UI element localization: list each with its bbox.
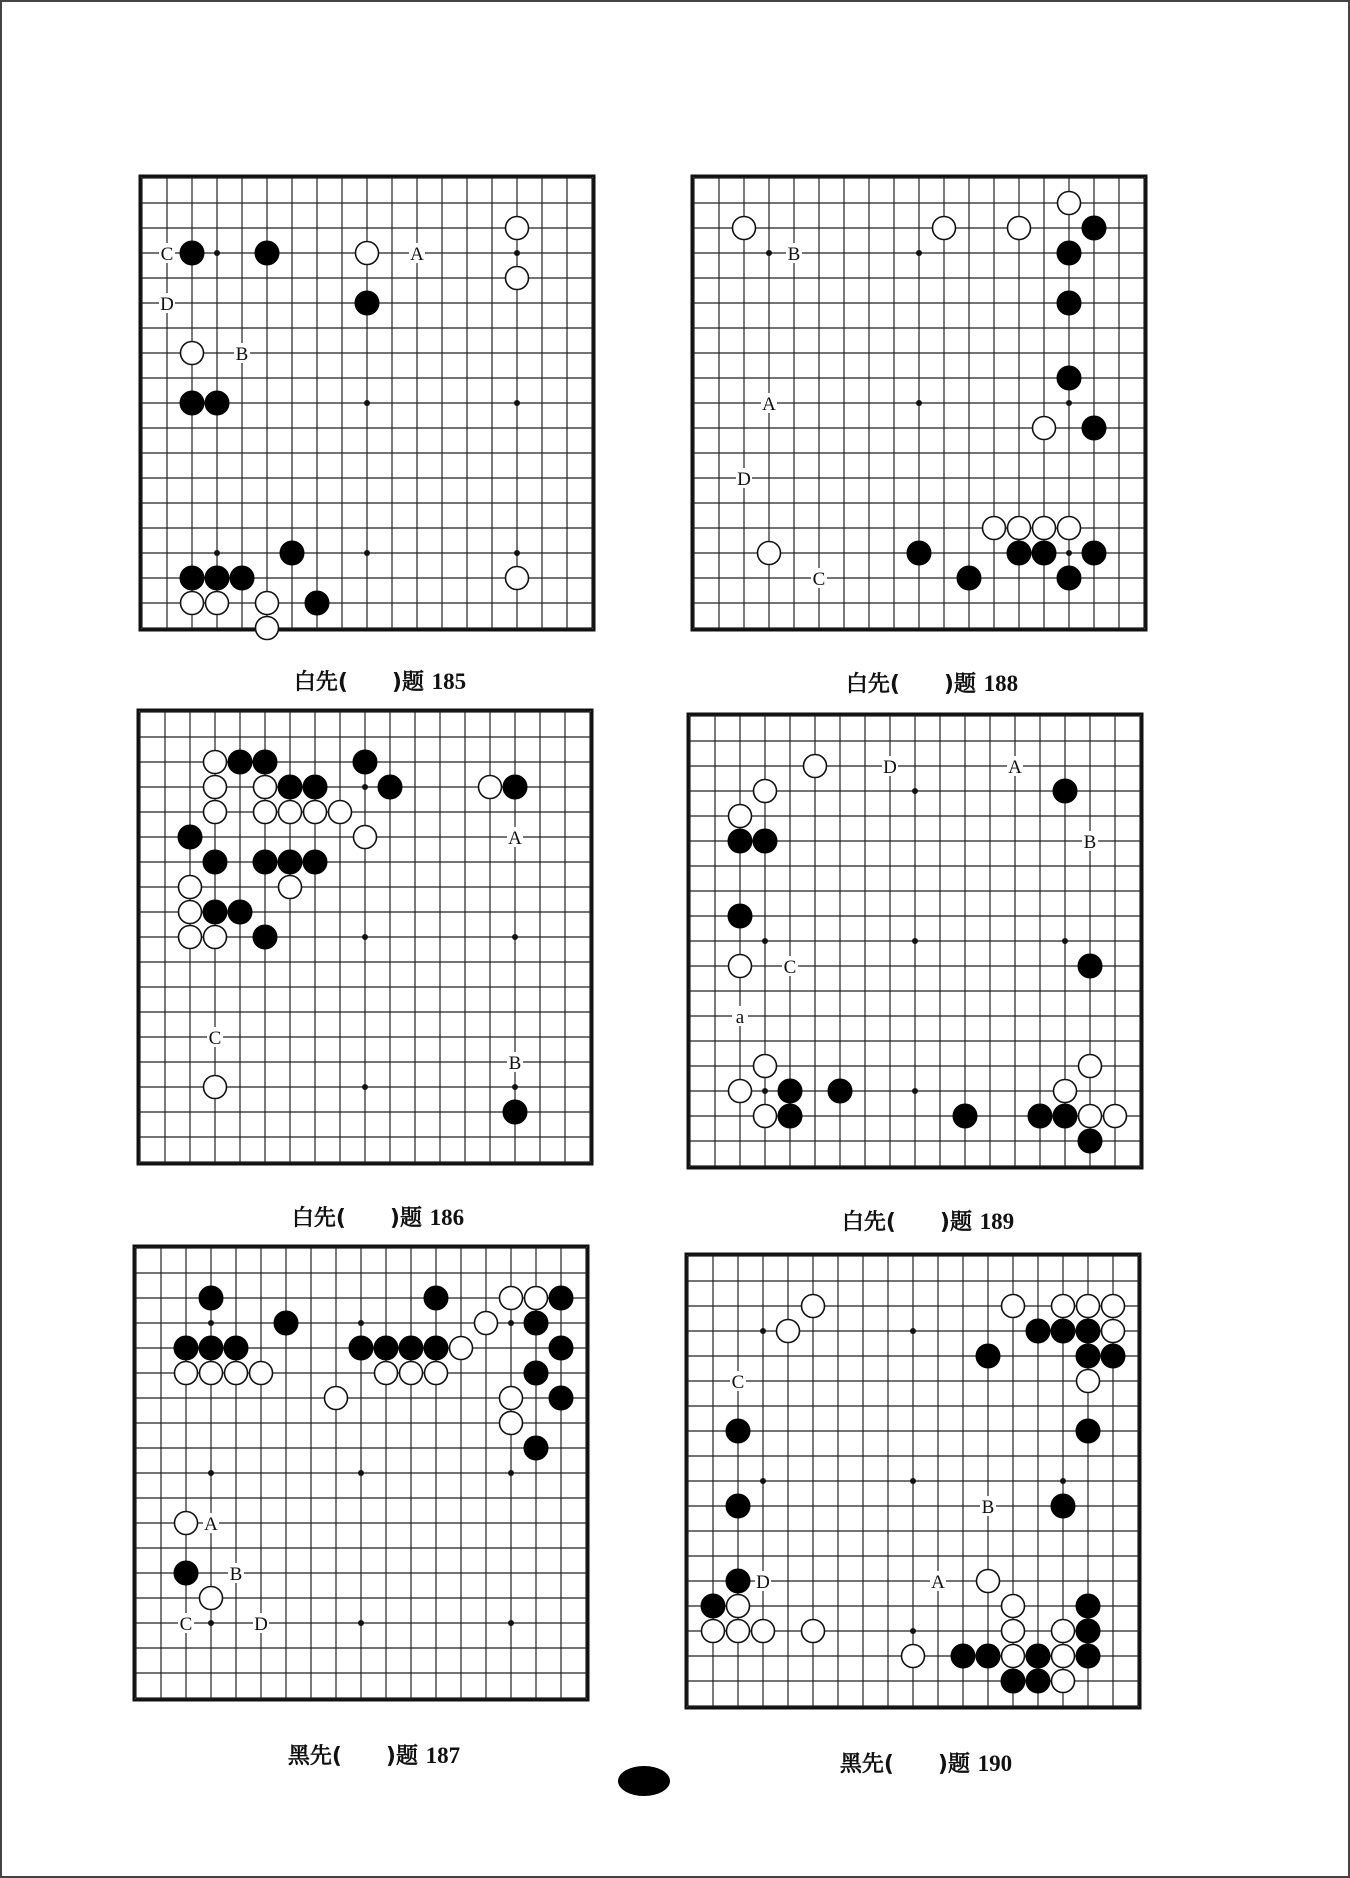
white-stone <box>450 1337 473 1360</box>
white-stone <box>279 801 302 824</box>
white-stone <box>1033 417 1056 440</box>
star-point <box>912 1088 918 1094</box>
go-board-186 <box>130 702 600 1172</box>
star-point <box>358 1620 364 1626</box>
white-stone <box>777 1320 800 1343</box>
star-point <box>208 1470 214 1476</box>
caption-prefix: 黑先( <box>287 1744 342 1769</box>
white-stone <box>204 751 227 774</box>
white-stone <box>758 542 781 565</box>
white-stone <box>204 776 227 799</box>
white-stone <box>375 1362 398 1385</box>
black-stone <box>180 566 204 590</box>
white-stone <box>804 755 827 778</box>
problem-number: 188 <box>983 671 1019 696</box>
black-stone <box>1057 241 1081 265</box>
black-stone <box>753 829 777 853</box>
white-stone <box>1002 1620 1025 1643</box>
black-stone <box>205 566 229 590</box>
star-point <box>208 1320 214 1326</box>
star-point <box>508 1620 514 1626</box>
point-label: B <box>235 344 249 365</box>
caption-blank <box>342 1744 386 1769</box>
white-stone <box>1008 217 1031 240</box>
point-label: D <box>756 1572 770 1593</box>
go-problem-189 <box>680 706 1150 1235</box>
caption-blank <box>896 1210 940 1235</box>
white-stone <box>179 926 202 949</box>
star-point <box>1066 550 1072 556</box>
black-stone <box>1057 566 1081 590</box>
black-stone <box>253 850 277 874</box>
black-stone <box>349 1336 373 1360</box>
page-number-blot <box>618 1766 670 1796</box>
black-stone <box>274 1311 298 1335</box>
white-stone <box>729 1080 752 1103</box>
black-stone <box>549 1386 573 1410</box>
star-point <box>358 1320 364 1326</box>
black-stone <box>1082 541 1106 565</box>
point-label: A <box>762 394 776 415</box>
star-point <box>912 788 918 794</box>
white-stone <box>1058 517 1081 540</box>
white-stone <box>1052 1645 1075 1668</box>
black-stone <box>1053 1104 1077 1128</box>
white-stone <box>500 1387 523 1410</box>
star-point <box>916 400 922 406</box>
white-stone <box>204 1076 227 1099</box>
black-stone <box>253 925 277 949</box>
white-stone <box>354 826 377 849</box>
white-stone <box>1054 1080 1077 1103</box>
caption-prefix: 白先( <box>841 1210 896 1235</box>
white-stone <box>425 1362 448 1385</box>
white-stone <box>1002 1595 1025 1618</box>
white-stone <box>200 1362 223 1385</box>
white-stone <box>754 1105 777 1128</box>
black-stone <box>1026 1669 1050 1693</box>
go-board-188 <box>684 168 1154 638</box>
black-stone <box>278 775 302 799</box>
caption-suffix: )题 <box>385 1744 418 1769</box>
white-stone <box>356 242 379 265</box>
star-point <box>916 250 922 256</box>
black-stone <box>524 1436 548 1460</box>
go-board-187 <box>126 1238 596 1708</box>
black-stone <box>1078 1129 1102 1153</box>
white-stone <box>1002 1645 1025 1668</box>
black-stone <box>303 850 327 874</box>
point-label: B <box>508 1053 522 1074</box>
black-stone <box>907 541 931 565</box>
black-stone <box>424 1336 448 1360</box>
white-stone <box>1079 1055 1102 1078</box>
white-stone <box>200 1587 223 1610</box>
star-point <box>760 1478 766 1484</box>
black-stone <box>224 1336 248 1360</box>
white-stone <box>181 592 204 615</box>
black-stone <box>1051 1494 1075 1518</box>
white-stone <box>256 617 279 640</box>
black-stone <box>353 750 377 774</box>
go-problem-190 <box>678 1246 1148 1777</box>
point-label: B <box>981 1497 995 1518</box>
point-label: B <box>229 1564 243 1585</box>
go-problem-185 <box>132 168 602 695</box>
star-point <box>762 938 768 944</box>
white-stone <box>179 901 202 924</box>
black-stone <box>399 1336 423 1360</box>
white-stone <box>729 805 752 828</box>
star-point <box>910 1628 916 1634</box>
black-stone <box>199 1336 223 1360</box>
white-stone <box>175 1362 198 1385</box>
problem-number: 189 <box>979 1209 1015 1234</box>
problem-caption-190 <box>678 1722 1128 1803</box>
black-stone <box>701 1594 725 1618</box>
black-stone <box>174 1561 198 1585</box>
black-stone <box>199 1286 223 1310</box>
black-stone <box>1076 1344 1100 1368</box>
caption-suffix: )题 <box>937 1752 970 1777</box>
star-point <box>1060 1478 1066 1484</box>
caption-prefix: 白先( <box>293 670 348 695</box>
black-stone <box>524 1311 548 1335</box>
caption-blank <box>346 1206 390 1231</box>
star-point <box>514 400 520 406</box>
white-stone <box>181 342 204 365</box>
white-stone <box>206 592 229 615</box>
problem-number: 190 <box>977 1751 1013 1776</box>
black-stone <box>378 775 402 799</box>
star-point <box>766 250 772 256</box>
white-stone <box>1052 1620 1075 1643</box>
point-label: A <box>204 1514 218 1535</box>
point-label: C <box>160 244 174 265</box>
black-stone <box>778 1079 802 1103</box>
black-stone <box>1026 1319 1050 1343</box>
white-stone <box>500 1412 523 1435</box>
white-stone <box>329 801 352 824</box>
white-stone <box>1102 1320 1125 1343</box>
black-stone <box>1028 1104 1052 1128</box>
white-stone <box>506 567 529 590</box>
white-stone <box>1077 1295 1100 1318</box>
point-label: A <box>410 244 424 265</box>
star-point <box>362 784 368 790</box>
star-point <box>358 1470 364 1476</box>
point-label: D <box>254 1614 268 1635</box>
black-stone <box>180 391 204 415</box>
black-stone <box>1076 1644 1100 1668</box>
white-stone <box>325 1387 348 1410</box>
black-stone <box>549 1286 573 1310</box>
caption-blank <box>894 1752 938 1777</box>
black-stone <box>1057 366 1081 390</box>
star-point <box>362 934 368 940</box>
go-board-185 <box>132 168 602 638</box>
star-point <box>910 1478 916 1484</box>
black-stone <box>951 1644 975 1668</box>
star-point <box>512 1084 518 1090</box>
black-stone <box>1076 1594 1100 1618</box>
go-board-190 <box>678 1246 1148 1716</box>
star-point <box>208 1620 214 1626</box>
black-stone <box>726 1419 750 1443</box>
black-stone <box>228 900 252 924</box>
point-label: B <box>1083 832 1097 853</box>
star-point <box>514 550 520 556</box>
go-problem-186 <box>130 702 600 1231</box>
black-stone <box>828 1079 852 1103</box>
white-stone <box>479 776 502 799</box>
white-stone <box>225 1362 248 1385</box>
white-stone <box>254 801 277 824</box>
black-stone <box>953 1104 977 1128</box>
white-stone <box>1052 1670 1075 1693</box>
point-label: C <box>208 1028 222 1049</box>
caption-suffix: )题 <box>391 670 424 695</box>
white-stone <box>729 955 752 978</box>
star-point <box>364 400 370 406</box>
star-point <box>214 550 220 556</box>
black-stone <box>178 825 202 849</box>
black-stone <box>1076 1419 1100 1443</box>
white-stone <box>802 1620 825 1643</box>
star-point <box>1062 938 1068 944</box>
white-stone <box>1008 517 1031 540</box>
point-label: D <box>737 469 751 490</box>
white-stone <box>400 1362 423 1385</box>
star-point <box>910 1328 916 1334</box>
caption-blank <box>900 672 944 697</box>
black-stone <box>1053 779 1077 803</box>
point-label: A <box>508 828 522 849</box>
black-stone <box>524 1361 548 1385</box>
black-stone <box>728 904 752 928</box>
black-stone <box>278 850 302 874</box>
point-label: D <box>883 757 897 778</box>
point-label: B <box>787 244 801 265</box>
white-stone <box>1052 1295 1075 1318</box>
go-problem-187 <box>126 1238 596 1769</box>
white-stone <box>204 926 227 949</box>
point-label: C <box>783 957 797 978</box>
white-stone <box>1102 1295 1125 1318</box>
point-label: C <box>179 1614 193 1635</box>
star-point <box>364 550 370 556</box>
caption-suffix: )题 <box>939 1210 972 1235</box>
black-stone <box>778 1104 802 1128</box>
white-stone <box>933 217 956 240</box>
white-stone <box>1002 1295 1025 1318</box>
black-stone <box>1032 541 1056 565</box>
star-point <box>362 1084 368 1090</box>
black-stone <box>976 1344 1000 1368</box>
star-point <box>508 1320 514 1326</box>
star-point <box>1066 400 1072 406</box>
black-stone <box>203 850 227 874</box>
point-label: C <box>731 1372 745 1393</box>
caption-suffix: )题 <box>943 672 976 697</box>
black-stone <box>203 900 227 924</box>
black-stone <box>1076 1319 1100 1343</box>
black-stone <box>355 291 379 315</box>
white-stone <box>1079 1105 1102 1128</box>
black-stone <box>174 1336 198 1360</box>
point-label: A <box>1008 757 1022 778</box>
black-stone <box>253 750 277 774</box>
caption-prefix: 白先( <box>291 1206 346 1231</box>
point-label: A <box>931 1572 945 1593</box>
white-stone <box>727 1595 750 1618</box>
white-stone <box>175 1512 198 1535</box>
white-stone <box>977 1570 1000 1593</box>
black-stone <box>503 1100 527 1124</box>
white-stone <box>752 1620 775 1643</box>
point-label: C <box>812 569 826 590</box>
black-stone <box>728 829 752 853</box>
black-stone <box>280 541 304 565</box>
black-stone <box>1057 291 1081 315</box>
black-stone <box>228 750 252 774</box>
white-stone <box>1077 1370 1100 1393</box>
star-point <box>214 250 220 256</box>
black-stone <box>374 1336 398 1360</box>
white-stone <box>902 1645 925 1668</box>
star-point <box>760 1328 766 1334</box>
problem-number: 186 <box>429 1205 465 1230</box>
black-stone <box>255 241 279 265</box>
black-stone <box>180 241 204 265</box>
black-stone <box>1051 1319 1075 1343</box>
white-stone <box>506 217 529 240</box>
white-stone <box>204 801 227 824</box>
white-stone <box>983 517 1006 540</box>
white-stone <box>500 1287 523 1310</box>
black-stone <box>1082 216 1106 240</box>
white-stone <box>802 1295 825 1318</box>
white-stone <box>250 1362 273 1385</box>
white-stone <box>279 876 302 899</box>
point-label: D <box>160 294 174 315</box>
white-stone <box>475 1312 498 1335</box>
white-stone <box>256 592 279 615</box>
white-stone <box>506 267 529 290</box>
go-board-189 <box>680 706 1150 1176</box>
white-stone <box>754 780 777 803</box>
black-stone <box>976 1644 1000 1668</box>
black-stone <box>1076 1619 1100 1643</box>
black-stone <box>305 591 329 615</box>
star-point <box>514 250 520 256</box>
black-stone <box>726 1569 750 1593</box>
white-stone <box>525 1287 548 1310</box>
white-stone <box>733 217 756 240</box>
star-point <box>912 938 918 944</box>
white-stone <box>254 776 277 799</box>
black-stone <box>726 1494 750 1518</box>
go-problem-188 <box>684 168 1154 697</box>
black-stone <box>1001 1669 1025 1693</box>
black-stone <box>205 391 229 415</box>
white-stone <box>1058 192 1081 215</box>
black-stone <box>1082 416 1106 440</box>
white-stone <box>1104 1105 1127 1128</box>
caption-suffix: )题 <box>389 1206 422 1231</box>
black-stone <box>1101 1344 1125 1368</box>
problem-number: 185 <box>431 669 467 694</box>
black-stone <box>303 775 327 799</box>
white-stone <box>702 1620 725 1643</box>
star-point <box>512 934 518 940</box>
black-stone <box>957 566 981 590</box>
point-label: a <box>735 1007 745 1028</box>
black-stone <box>549 1336 573 1360</box>
white-stone <box>304 801 327 824</box>
black-stone <box>503 775 527 799</box>
white-stone <box>727 1620 750 1643</box>
star-point <box>508 1470 514 1476</box>
star-point <box>762 1088 768 1094</box>
black-stone <box>230 566 254 590</box>
problem-caption-187 <box>126 1714 576 1795</box>
caption-prefix: 黑先( <box>839 1752 894 1777</box>
black-stone <box>1026 1644 1050 1668</box>
white-stone <box>1033 517 1056 540</box>
caption-prefix: 白先( <box>845 672 900 697</box>
white-stone <box>754 1055 777 1078</box>
black-stone <box>1007 541 1031 565</box>
white-stone <box>179 876 202 899</box>
caption-blank <box>348 670 392 695</box>
black-stone <box>1078 954 1102 978</box>
black-stone <box>424 1286 448 1310</box>
problem-number: 187 <box>425 1743 461 1768</box>
